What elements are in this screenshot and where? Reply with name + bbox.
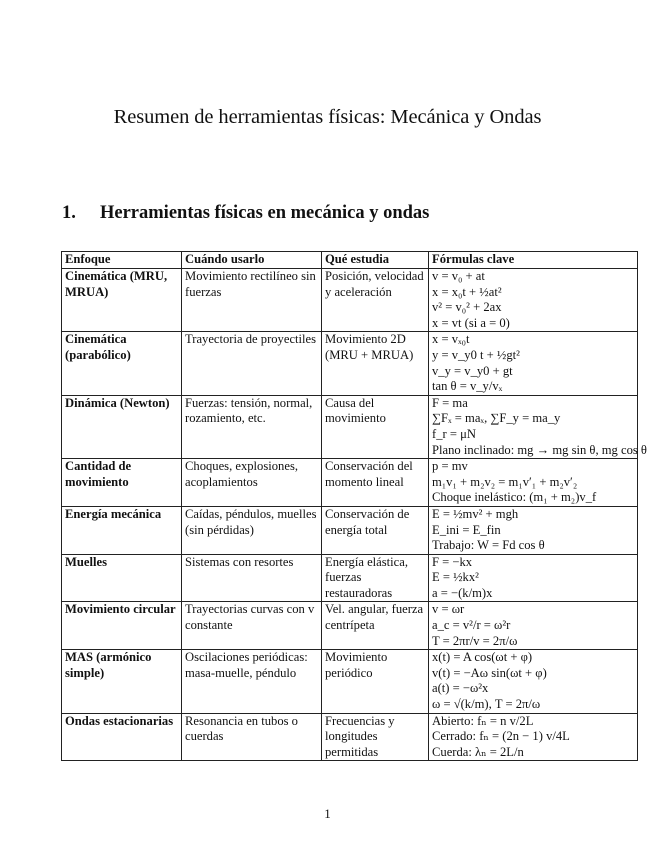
tools-table bbox=[61, 251, 647, 761]
formula-line: x(t) = A cos(ωt + φ) bbox=[432, 650, 533, 665]
formula-line: v = ωr bbox=[432, 602, 465, 617]
formulas-cell bbox=[429, 554, 638, 602]
table-row bbox=[62, 650, 638, 713]
what-cell: Frecuencias y longitudes permitidas bbox=[322, 713, 429, 761]
when-cell: Trayectoria de proyectiles bbox=[182, 332, 322, 395]
table-row bbox=[62, 713, 638, 761]
what-cell: Movimiento periódico bbox=[322, 650, 429, 713]
header-when: Cuándo usarlo bbox=[182, 252, 322, 269]
approach-cell: MAS (armónico simple) bbox=[62, 650, 182, 713]
approach-cell: Muelles bbox=[62, 554, 182, 602]
formula-line: v² = v₀² + 2ax bbox=[432, 300, 502, 315]
section-heading bbox=[62, 203, 429, 224]
table-row bbox=[62, 459, 638, 507]
formula-line: ∑Fₓ = maₓ, ∑F_y = ma_y bbox=[432, 411, 561, 426]
formula-line: Cuerda: λₙ = 2L/n bbox=[432, 744, 524, 759]
formula-line: ω = √(k/m), T = 2π/ω bbox=[432, 697, 541, 712]
table-row bbox=[62, 506, 638, 554]
formula-line: a_c = v²/r = ω²r bbox=[432, 618, 511, 633]
when-cell: Oscilaciones periódicas: masa-muelle, péndulo bbox=[182, 650, 322, 713]
formula-line: x = vₓ₀t bbox=[432, 332, 470, 347]
formula-line: Abierto: fₙ = n v/2L bbox=[432, 713, 534, 728]
approach-cell: Energía mecánica bbox=[62, 506, 182, 554]
formula-line: v_y = v_y0 + gt bbox=[432, 363, 513, 378]
what-cell: Vel. angular, fuerza centrípeta bbox=[322, 602, 429, 650]
section-title: Herramientas físicas en mecánica y ondas bbox=[100, 203, 430, 223]
formulas-cell bbox=[429, 332, 638, 395]
formulas-cell bbox=[429, 459, 638, 507]
table-row bbox=[62, 554, 638, 602]
approach-cell: Ondas estacionarias bbox=[62, 713, 182, 761]
formula-line: F = −kx bbox=[432, 554, 473, 569]
formula-line: v = v₀ + at bbox=[432, 269, 485, 283]
formulas-cell bbox=[429, 713, 638, 761]
section-number: 1. bbox=[62, 203, 76, 223]
table-row bbox=[62, 602, 638, 650]
formula-line: p = mv bbox=[432, 459, 468, 474]
document-title: Resumen de herramientas físicas: Mecánica y Ondas bbox=[113, 106, 542, 128]
header-formulas: Fórmulas clave bbox=[429, 252, 638, 269]
what-cell: Conservación del momento lineal bbox=[322, 459, 429, 507]
formula-line: m₁v₁ + m₂v₂ = m₁v′₁ + m₂v′₂ bbox=[432, 474, 578, 489]
formula-line: E = ½mv² + mgh bbox=[432, 506, 519, 521]
when-cell: Resonancia en tubos o cuerdas bbox=[182, 713, 322, 761]
header-approach: Enfoque bbox=[62, 252, 182, 269]
approach-cell: Cinemática (parabólico) bbox=[62, 332, 182, 395]
formula-line: a = −(k/m)x bbox=[432, 585, 493, 600]
formula-line: Cerrado: fₙ = (2n − 1) v/4L bbox=[432, 729, 570, 744]
formula-line: Choque inelástico: (m₁ + m₂)v_f bbox=[432, 490, 597, 505]
formula-line: y = v_y0 t + ½gt² bbox=[432, 347, 520, 362]
table-row bbox=[62, 332, 638, 395]
formula-line: v(t) = −Aω sin(ωt + φ) bbox=[432, 665, 547, 680]
formulas-cell bbox=[429, 395, 647, 458]
what-cell: Movimiento 2D (MRU + MRUA) bbox=[322, 332, 429, 395]
formula-line: Trabajo: W = Fd cos θ bbox=[432, 538, 545, 553]
formula-line: tan θ = v_y/vₓ bbox=[432, 379, 503, 394]
formula-line: F = ma bbox=[432, 395, 468, 410]
formulas-cell bbox=[429, 602, 638, 650]
approach-cell: Cinemática (MRU, MRUA) bbox=[62, 269, 182, 332]
when-cell: Trayectorias curvas con v constante bbox=[182, 602, 322, 650]
formula-line: Plano inclinado: mg → mg sin θ, mg cos θ bbox=[432, 442, 647, 457]
when-cell: Movimiento rectilíneo sin fuerzas bbox=[182, 269, 322, 332]
when-cell: Fuerzas: tensión, normal, rozamiento, etc. bbox=[182, 395, 322, 458]
page-number: 1 bbox=[324, 806, 331, 821]
what-cell: Energía elástica, fuerzas restauradoras bbox=[322, 554, 429, 602]
formula-line: E = ½kx² bbox=[432, 570, 479, 585]
formula-line: x = x₀t + ½at² bbox=[432, 284, 502, 299]
what-cell: Causa del movimiento bbox=[322, 395, 429, 458]
formula-line: E_ini = E_fin bbox=[432, 522, 501, 537]
table-header-row bbox=[62, 252, 638, 269]
what-cell: Posición, velocidad y aceleración bbox=[322, 269, 429, 332]
table-row bbox=[62, 269, 638, 332]
formulas-cell bbox=[429, 269, 638, 332]
what-cell: Conservación de energía total bbox=[322, 506, 429, 554]
formula-line: x = vt (si a = 0) bbox=[432, 315, 510, 330]
when-cell: Caídas, péndulos, muelles (sin pérdidas) bbox=[182, 506, 322, 554]
when-cell: Sistemas con resortes bbox=[182, 554, 322, 602]
header-what: Qué estudia bbox=[322, 252, 429, 269]
formula-line: a(t) = −ω²x bbox=[432, 681, 489, 696]
formula-line: T = 2πr/v = 2π/ω bbox=[432, 633, 518, 648]
approach-cell: Dinámica (Newton) bbox=[62, 395, 182, 458]
formula-line: f_r = μN bbox=[432, 426, 476, 441]
when-cell: Choques, explosiones, acoplamientos bbox=[182, 459, 322, 507]
formulas-cell bbox=[429, 506, 638, 554]
approach-cell: Cantidad de movimiento bbox=[62, 459, 182, 507]
table-row bbox=[62, 395, 638, 458]
formulas-cell bbox=[429, 650, 638, 713]
approach-cell: Movimiento circular bbox=[62, 602, 182, 650]
